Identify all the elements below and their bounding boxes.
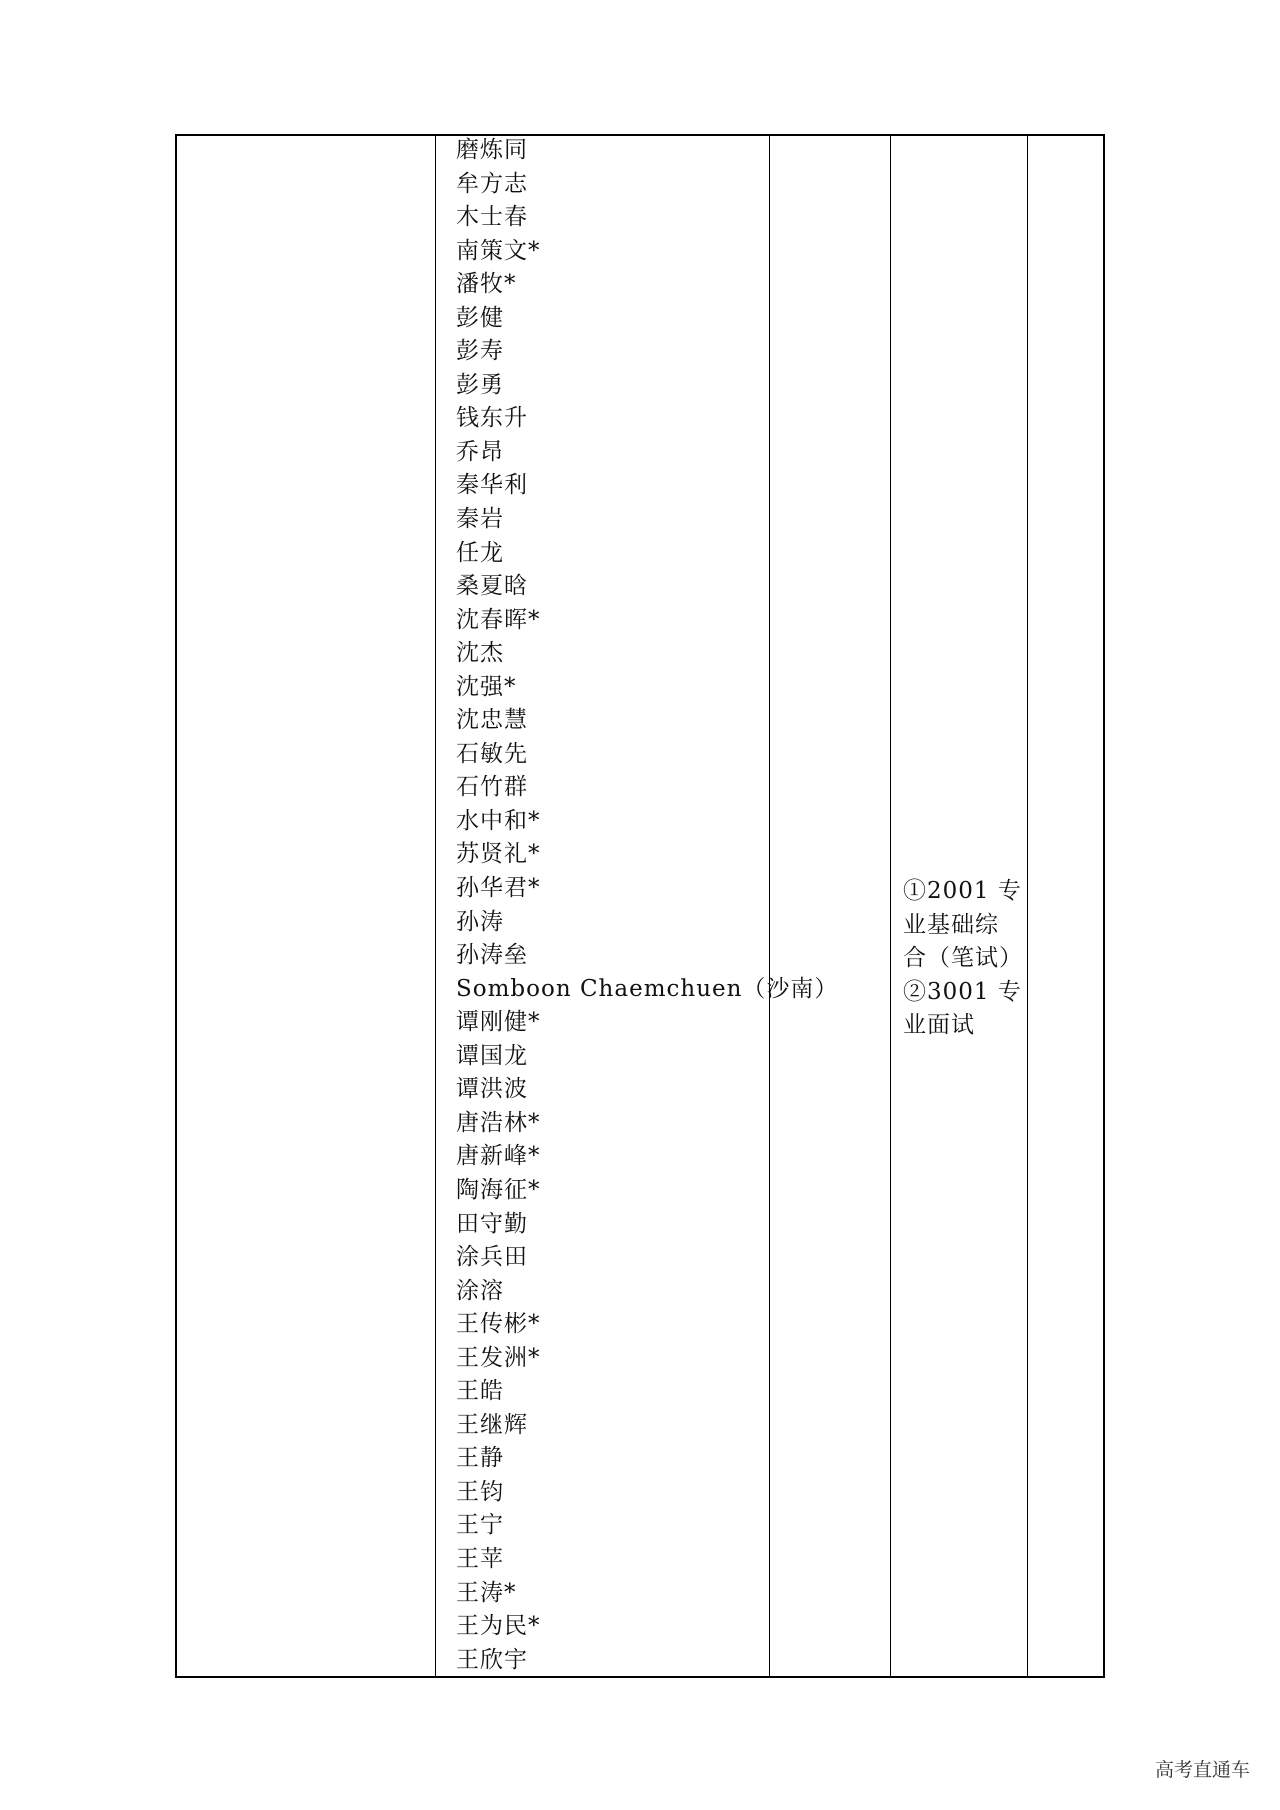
supervisor-name: 王钧	[456, 1478, 504, 1505]
supervisor-name-list	[456, 134, 839, 1677]
column-divider-3	[890, 136, 891, 1676]
supervisor-name: 木士春	[456, 204, 528, 231]
supervisor-name: 乔昂	[456, 438, 504, 465]
supervisor-name: 彭勇	[456, 371, 504, 398]
supervisor-name: 石竹群	[456, 774, 528, 801]
supervisor-name: 王继辉	[456, 1411, 528, 1438]
supervisor-name: 涂兵田	[456, 1244, 528, 1271]
column-divider-1	[435, 136, 436, 1676]
supervisor-name: 南策文*	[456, 237, 541, 264]
supervisor-name: 涂溶	[456, 1277, 504, 1304]
exam-line: 业面试	[903, 1012, 975, 1038]
supervisor-name: 石敏先	[456, 740, 528, 767]
supervisor-name: 沈杰	[456, 640, 504, 667]
supervisor-name: 磨炼同	[456, 137, 528, 163]
supervisor-name: 秦华利	[456, 472, 528, 499]
supervisor-name: 钱东升	[456, 405, 528, 432]
supervisor-name: 彭寿	[456, 338, 504, 365]
exam-line: ②3001 专	[903, 978, 1022, 1005]
supervisor-name: 田守勤	[456, 1210, 528, 1237]
supervisor-name: 王静	[456, 1445, 504, 1472]
supervisor-name: 陶海征*	[456, 1176, 541, 1203]
supervisor-name: 沈忠慧	[456, 707, 528, 734]
supervisor-name: 谭刚健*	[456, 1009, 541, 1036]
supervisor-name: 沈春晖*	[456, 606, 541, 633]
supervisor-name: 谭国龙	[456, 1042, 528, 1069]
supervisor-name: 水中和*	[456, 807, 541, 834]
supervisor-name: 孙涛	[456, 908, 504, 935]
supervisor-name: 王涛*	[456, 1579, 517, 1606]
supervisor-name: 王苹	[456, 1545, 504, 1572]
supervisor-name: 彭健	[456, 304, 504, 331]
supervisor-name: 牟方志	[456, 170, 528, 197]
supervisor-name: Somboon Chaemchuen（沙南）	[456, 975, 839, 1002]
supervisor-name: 王传彬*	[456, 1311, 541, 1338]
supervisor-name: 王皓	[456, 1378, 504, 1405]
supervisor-name: 任龙	[456, 539, 504, 566]
supervisor-name: 唐浩林*	[456, 1109, 541, 1136]
supervisor-name: 孙华君*	[456, 875, 541, 902]
exam-line: 合（笔试）	[903, 945, 1023, 971]
supervisor-name: 王发洲*	[456, 1344, 541, 1371]
supervisor-name: 潘牧*	[456, 271, 517, 298]
supervisor-name: 王欣宇	[456, 1646, 528, 1673]
supervisor-name: 唐新峰*	[456, 1143, 541, 1170]
exam-line: 业基础综	[903, 911, 999, 938]
supervisor-name: 沈强*	[456, 673, 517, 700]
supervisor-name: 孙涛垒	[456, 942, 528, 969]
footer-brand: 高考直通车	[1154, 1759, 1250, 1781]
supervisor-name: 谭洪波	[456, 1076, 528, 1103]
supervisor-name: 王宁	[456, 1512, 504, 1539]
supervisor-name: 秦岩	[456, 506, 504, 533]
supervisor-name: 桑夏晗	[456, 573, 528, 600]
supervisor-name: 苏贤礼*	[456, 841, 541, 868]
exam-line: ①2001 专	[903, 878, 1022, 904]
supervisor-name: 王为民*	[456, 1613, 541, 1640]
exam-subjects-cell	[903, 875, 1028, 1043]
